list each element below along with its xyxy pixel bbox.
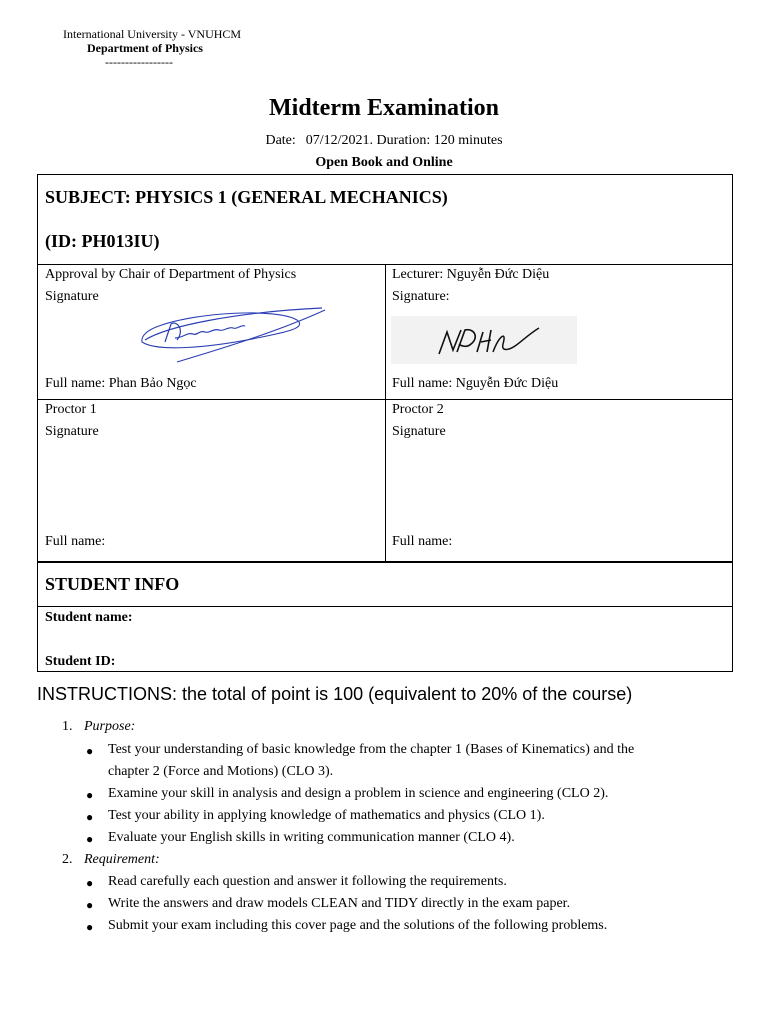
date-label: Date: [265,133,296,148]
bullet-icon: ● [86,810,94,824]
proctor1-heading: Proctor 1 [45,402,97,417]
date-line [0,133,768,149]
proctor1-signature-label: Signature [45,424,99,439]
section-title-purpose: Purpose: [84,719,136,734]
proctor2-signature-label: Signature [392,424,446,439]
approval-signature-label: Signature [45,289,99,304]
proctor2-heading: Proctor 2 [392,402,444,417]
subject-id: (ID: PH013IU) [45,231,160,251]
requirement-item: Submit your exam including this cover page and the solutions of the following problems. [108,918,608,933]
table-divider [37,606,733,607]
section-title-requirement: Requirement: [84,852,160,867]
bullet-icon: ● [86,920,94,934]
student-id-label: Student ID: [45,654,116,669]
student-info-heading: STUDENT INFO [45,574,180,594]
exam-mode: Open Book and Online [315,155,453,170]
approval-full-name: Full name: Phan Bảo Ngọc [45,376,197,391]
exam-title: Midterm Examination [269,95,499,121]
purpose-item: Evaluate your English skills in writing communication manner (CLO 4). [108,830,515,845]
lecturer-heading: Lecturer: Nguyễn Đức Diệu [392,267,550,282]
header-separator: ----------------- [105,55,173,69]
student-name-label: Student name: [45,610,133,625]
approval-heading: Approval by Chair of Department of Physics [45,267,297,282]
requirement-item: Write the answers and draw models CLEAN and TIDY directly in the exam paper. [108,896,571,911]
bullet-icon: ● [86,876,94,890]
lecturer-full-name: Full name: Nguyễn Đức Diệu [392,376,559,391]
university-name: International University - VNUHCM [63,27,242,41]
purpose-item: Test your understanding of basic knowledge from the chapter 1 (Bases of Kinematics) and the [108,742,635,757]
proctor2-full-name: Full name: [392,534,453,549]
instructions-heading: INSTRUCTIONS: the total of point is 100 (equivalent to 20% of the course) [37,684,633,704]
bullet-icon: ● [86,832,94,846]
date-value: 07/12/2021. Duration: 120 minutes [305,133,503,148]
proctor1-full-name: Full name: [45,534,106,549]
lecturer-signature [391,316,577,364]
bullet-icon: ● [86,898,94,912]
subject-line: SUBJECT: PHYSICS 1 (GENERAL MECHANICS) [45,187,448,207]
requirement-item: Read carefully each question and answer it following the requirements. [108,874,507,889]
approval-signature [137,290,327,370]
purpose-item: Test your ability in applying knowledge of mathematics and physics (CLO 1). [108,808,545,823]
bullet-icon: ● [86,788,94,802]
table-divider [385,264,386,562]
bullet-icon: ● [86,744,94,758]
purpose-item: Examine your skill in analysis and design a problem in science and engineering (CLO 2). [108,786,609,801]
purpose-item: chapter 2 (Force and Motions) (CLO 3). [108,764,334,779]
section-number: 1. [62,719,73,734]
lecturer-signature-label: Signature: [392,289,450,304]
department-name: Department of Physics [87,41,203,55]
section-number: 2. [62,852,73,867]
